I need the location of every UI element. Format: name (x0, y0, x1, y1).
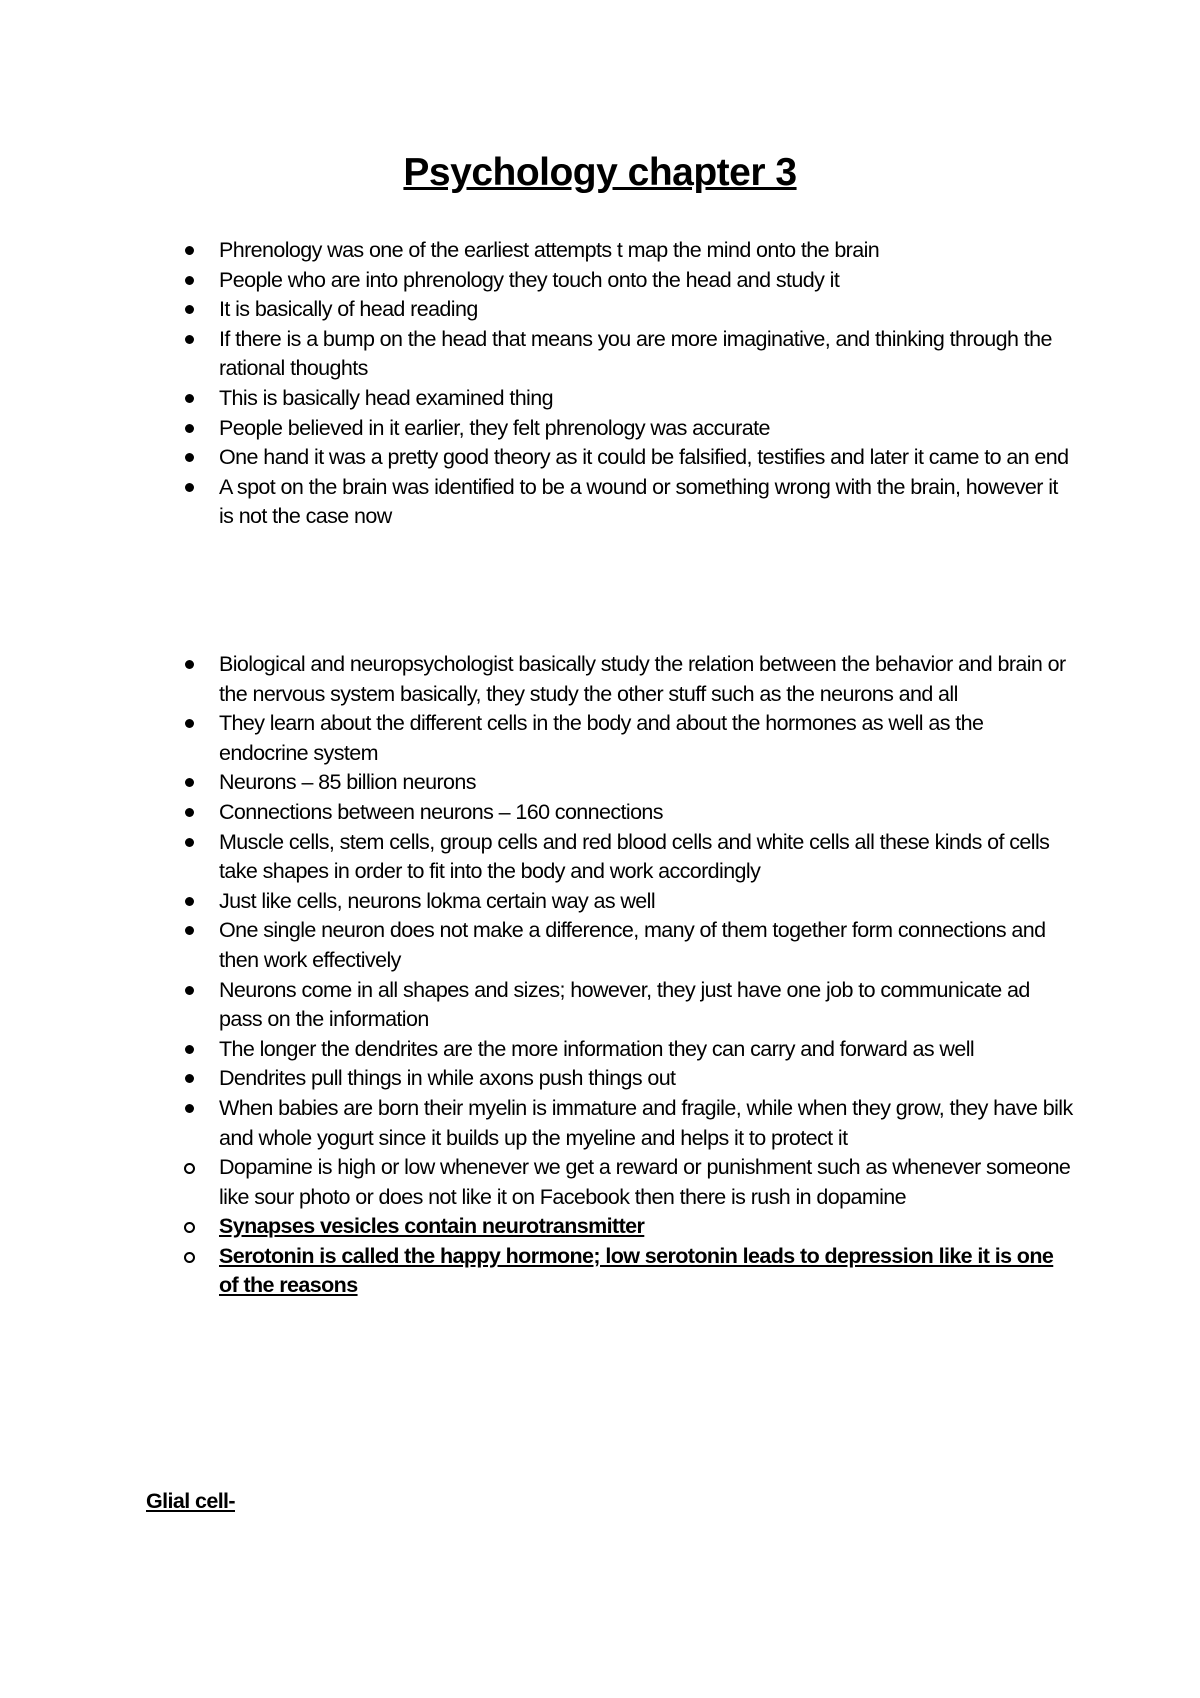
list-item-text: Muscle cells, stem cells, group cells and red blood cells and white cells all these kinds of cells take shapes in order to fit into the body and work accordingly (219, 829, 1050, 884)
bullet-icon (185, 483, 194, 492)
list-item (0, 236, 1076, 266)
bullet-icon (185, 660, 194, 669)
list-item-text: When babies are born their myelin is immature and fragile, while when they grow, they have bilk and whole yogurt since it builds up the myeline and helps it to protect it (219, 1095, 1073, 1150)
list-item-text: If there is a bump on the head that means you are more imaginative, and thinking through the rational thoughts (219, 326, 1052, 381)
phrenology-notes-list (0, 236, 1076, 532)
bullet-icon (185, 305, 194, 314)
hollow-bullet-icon (184, 1222, 195, 1233)
list-item (0, 414, 1076, 444)
neuropsychology-notes-list (0, 650, 1076, 1301)
list-item (0, 1242, 1076, 1301)
bullet-icon (185, 276, 194, 285)
bullet-icon (185, 808, 194, 817)
list-item-text: One single neuron does not make a difference, many of them together form connections and then work effectively (219, 918, 1046, 972)
list-item (0, 1064, 1076, 1094)
list-item-text: Serotonin is called the happy hormone; low serotonin leads to depression like it is one of the reasons (219, 1243, 1054, 1298)
list-item (0, 887, 1076, 917)
list-item (0, 976, 1076, 1035)
list-item-text: Connections between neurons – 160 connections (219, 799, 663, 824)
list-item-text: One hand it was a pretty good theory as it could be falsified, testifies and later it came to an end (219, 445, 1069, 470)
list-item-text: Dopamine is high or low whenever we get a reward or punishment such as whenever someone like sour photo or does not like it on Facebook then there is rush in dopamine (219, 1155, 1071, 1209)
bullet-icon (185, 986, 194, 995)
list-item (0, 266, 1076, 296)
list-item (0, 1153, 1076, 1212)
list-item (0, 325, 1076, 384)
bullet-icon (185, 1104, 194, 1113)
document-title: Psychology chapter 3 (403, 151, 797, 194)
list-item (0, 443, 1076, 473)
bullet-icon (185, 778, 194, 787)
list-item (0, 384, 1076, 414)
glial-cell-heading: Glial cell- (146, 1489, 235, 1513)
list-item (0, 1094, 1076, 1153)
list-item-text: Dendrites pull things in while axons push things out (219, 1066, 676, 1091)
bullet-icon (185, 246, 194, 255)
list-item (0, 650, 1076, 709)
bullet-icon (185, 424, 194, 433)
list-item (0, 1212, 1076, 1242)
list-item-text: They learn about the different cells in the body and about the hormones as well as the endocrine system (219, 711, 984, 765)
list-item-text: This is basically head examined thing (219, 385, 553, 410)
list-item-text: Neurons – 85 billion neurons (219, 770, 476, 795)
bullet-icon (185, 394, 194, 403)
bullet-icon (185, 1045, 194, 1054)
list-item-text: People believed in it earlier, they felt phrenology was accurate (219, 415, 770, 440)
list-item (0, 709, 1076, 768)
bullet-icon (185, 838, 194, 847)
list-item-text: It is basically of head reading (219, 297, 478, 322)
hollow-bullet-icon (184, 1163, 195, 1174)
hollow-bullet-icon (184, 1252, 195, 1263)
bullet-icon (185, 1074, 194, 1083)
bullet-icon (185, 897, 194, 906)
list-item (0, 798, 1076, 828)
list-item (0, 916, 1076, 975)
list-item (0, 473, 1076, 532)
list-item-text: People who are into phrenology they touch onto the head and study it (219, 267, 840, 292)
bullet-icon (185, 926, 194, 935)
list-item-text: Just like cells, neurons lokma certain way as well (219, 888, 656, 913)
list-item-text: Biological and neuropsychologist basically study the relation between the behavior and brain or the nervous system basically, they study the other stuff such as the neurons and all (219, 652, 1066, 706)
list-item-text: Neurons come in all shapes and sizes; however, they just have one job to communicate ad pass on the information (219, 977, 1030, 1032)
list-item-text: A spot on the brain was identified to be a wound or something wrong with the brain, however it is not the case now (219, 474, 1058, 529)
list-item (0, 1035, 1076, 1065)
list-item-text: Synapses vesicles contain neurotransmitter (219, 1214, 645, 1239)
bullet-icon (185, 719, 194, 728)
list-item-text: The longer the dendrites are the more information they can carry and forward as well (219, 1036, 975, 1061)
bullet-icon (185, 335, 194, 344)
list-item (0, 828, 1076, 887)
list-item (0, 295, 1076, 325)
bullet-icon (185, 453, 194, 462)
list-item-text: Phrenology was one of the earliest attempts t map the mind onto the brain (219, 238, 880, 262)
list-item (0, 768, 1076, 798)
